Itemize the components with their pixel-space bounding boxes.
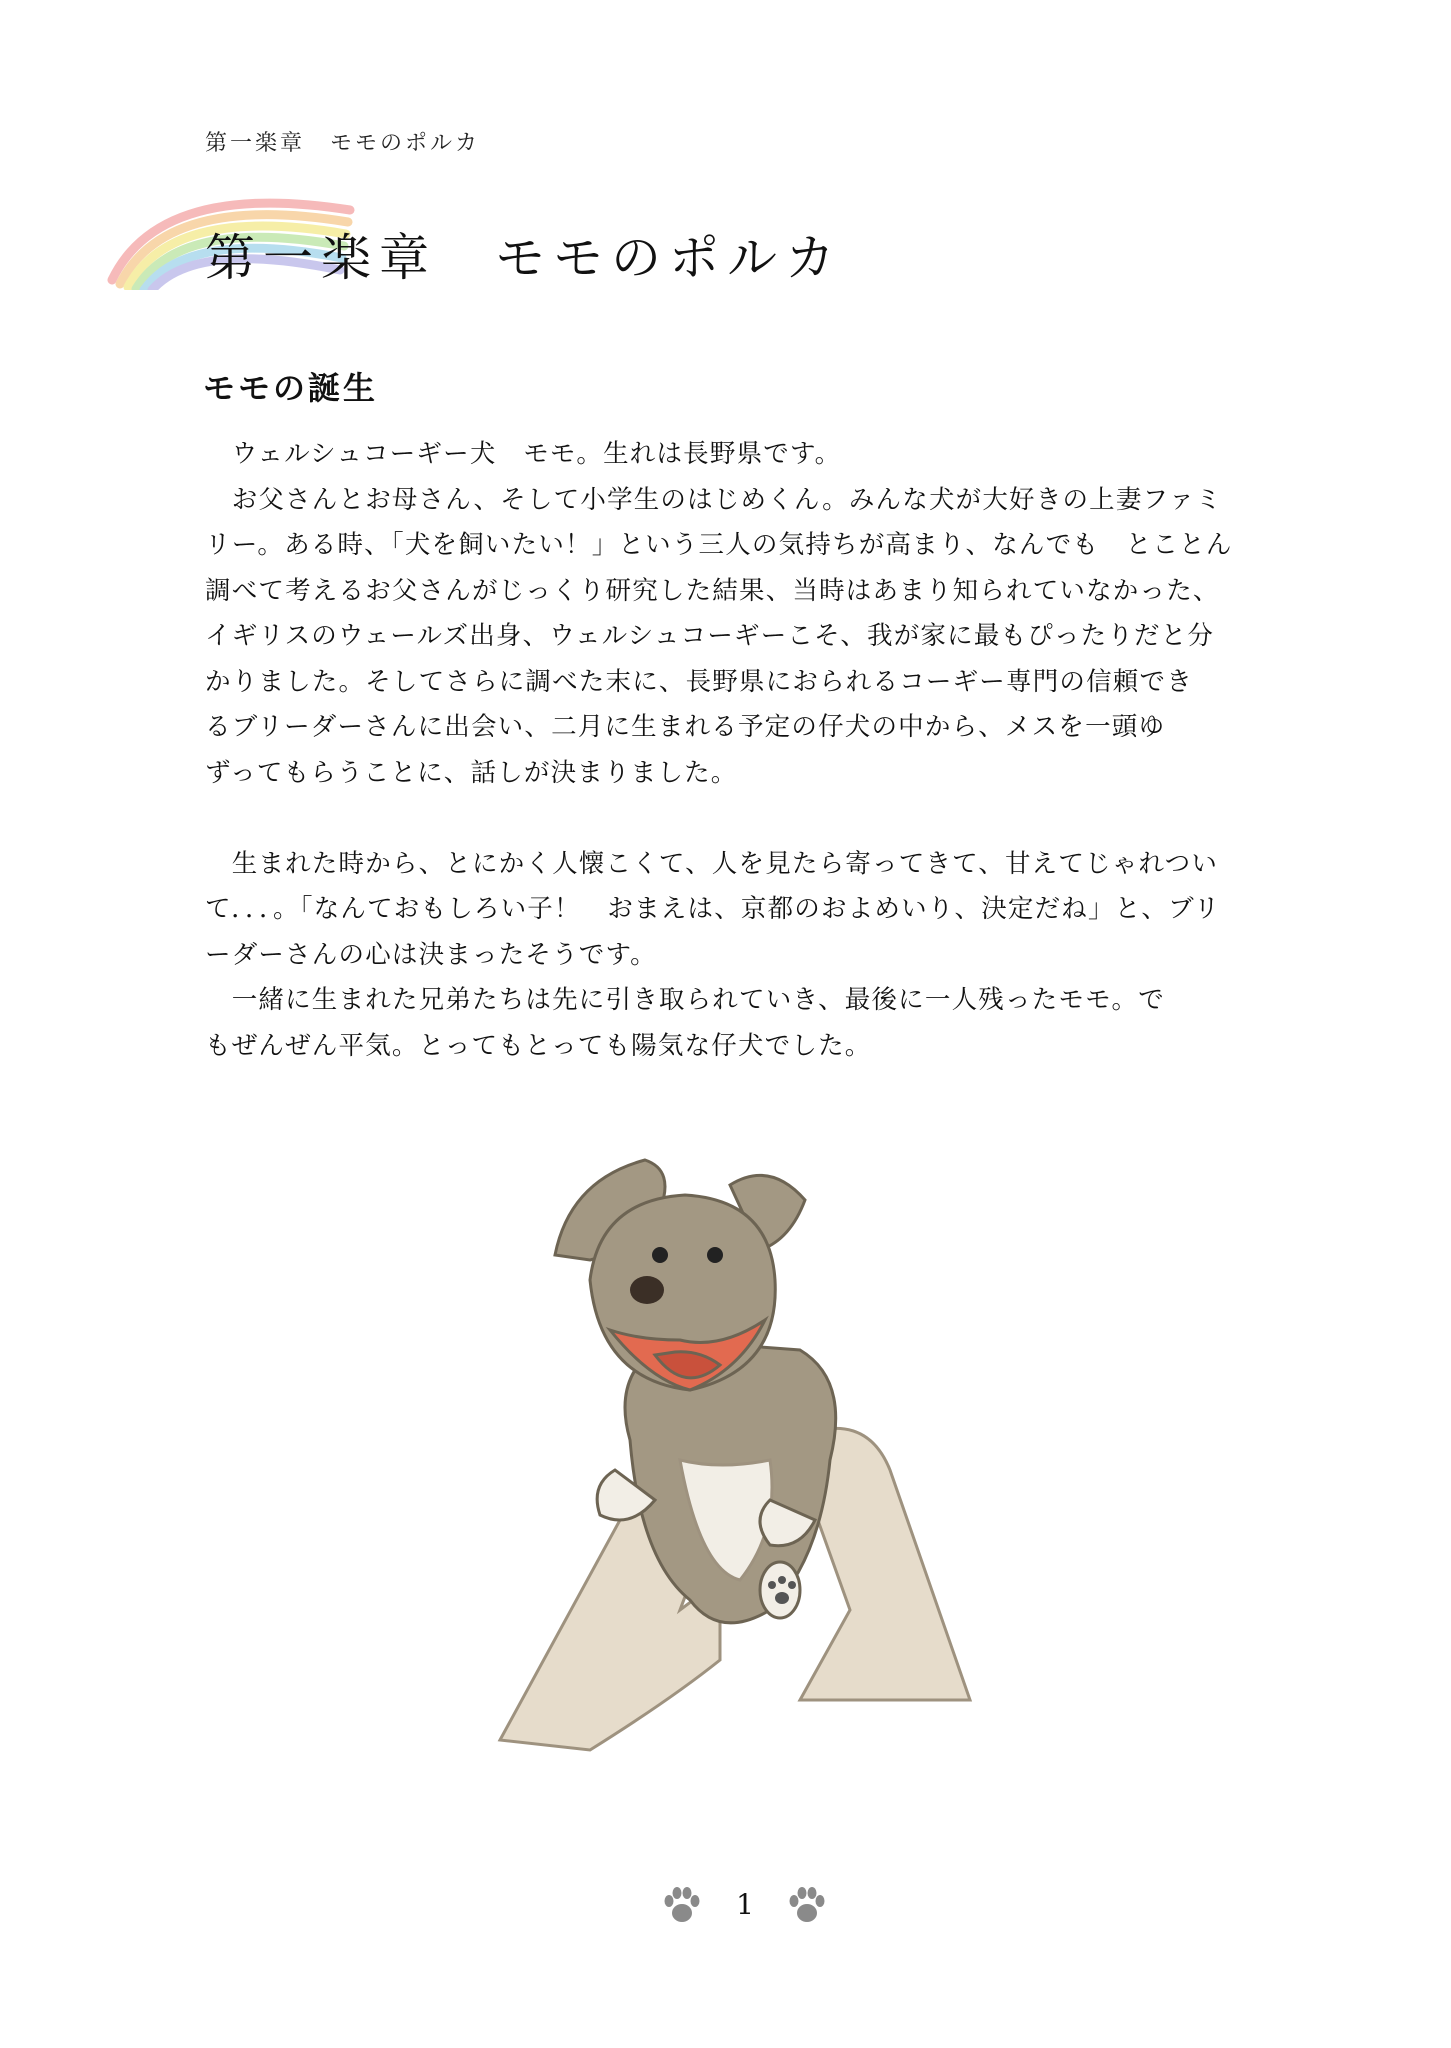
body-line: るブリーダーさんに出会い、二月に生まれる予定の仔犬の中から、メスを一頭ゆ [205, 712, 1166, 742]
body-line: ウェルシュコーギー犬 モモ。生れは長野県です。 [205, 439, 842, 469]
body-line: ずってもらうことに、話しが決まりました。 [205, 757, 738, 788]
body-line: かりました。そしてさらに調べた末に、長野県におられるコーギー専門の信頼でき [205, 666, 1193, 697]
body-line: 生まれた時から、とにかく人懐こくて、人を見たら寄ってきて、甘えてじゃれつい [205, 848, 1219, 879]
body-line: イギリスのウェールズ出身、ウェルシュコーギーこそ、我が家に最もぴったりだと分 [205, 621, 1215, 651]
puppy-illustration [470, 1140, 1000, 1760]
running-header: 第一楽章 モモのポルカ [205, 131, 481, 156]
body-line: お父さんとお母さん、そして小学生のはじめくん。みんな犬が大好きの上妻ファミ [205, 484, 1223, 515]
body-line: ーダーさんの心は決まったそうです。 [205, 939, 657, 970]
page-number: 1 [736, 1888, 754, 1921]
body-line: て．．．。「なんておもしろい子！ おまえは、京都のおよめいり、決定だね」と、ブリ [205, 894, 1221, 924]
paw-print-icon [660, 1884, 704, 1928]
paragraph-spacer [205, 796, 1270, 842]
paw-print-icon [785, 1884, 829, 1928]
body-line: 調べて考えるお父さんがじっくり研究した結果、当時はあまり知られていなかった、 [205, 575, 1220, 606]
body-line: 一緒に生まれた兄弟たちは先に引き取られていき、最後に一人残ったモモ。で [205, 985, 1165, 1015]
page-footer [0, 1880, 1451, 1940]
body-text [205, 432, 1270, 1069]
section-heading: モモの誕生 [203, 369, 379, 407]
body-line: もぜんぜん平気。とってもとっても陽気な仔犬でした。 [205, 1030, 872, 1061]
chapter-title: 第一楽章 モモのポルカ [205, 229, 843, 287]
body-line: リー。ある時、「犬を飼いたい！」という三人の気持ちが高まり、なんでも とことん [205, 530, 1233, 560]
